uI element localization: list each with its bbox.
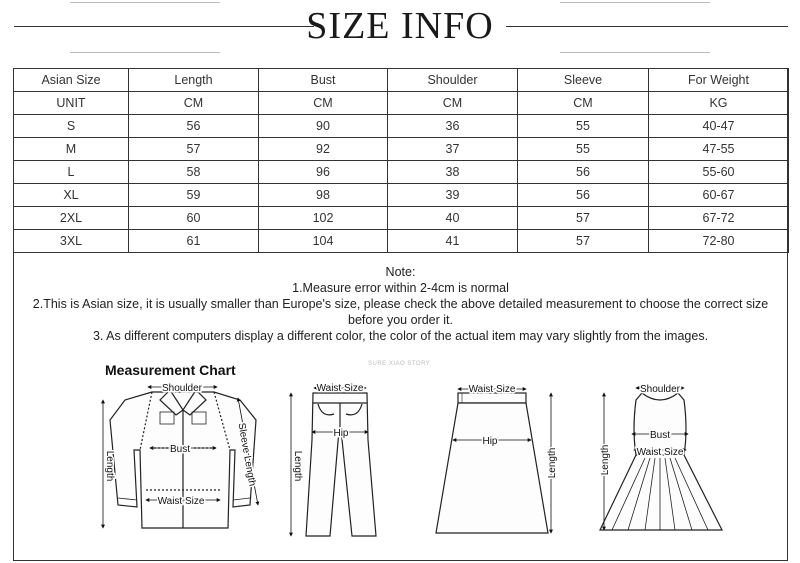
shirt-shoulder-label: Shoulder [161,383,203,394]
table-cell: 56 [518,161,649,184]
dress-bust-label: Bust [649,430,671,441]
table-cell: 3XL [14,230,129,253]
table-cell: 40 [388,207,518,230]
header-cell: Asian Size [14,69,129,92]
table-cell: XL [14,184,129,207]
table-cell: 72-80 [649,230,789,253]
skirt-length-label: Length [547,447,558,479]
skirt-waist-label: Waist Size [468,384,516,395]
table-cell: 36 [388,115,518,138]
dress-waist-label: Waist Size [636,447,684,458]
table-cell: 37 [388,138,518,161]
table-cell: 92 [259,138,388,161]
table-cell: L [14,161,129,184]
table-cell: 55 [518,138,649,161]
table-cell: M [14,138,129,161]
table-cell: 41 [388,230,518,253]
header-cell: Sleeve [518,69,649,92]
notes-heading: Note: [385,265,416,279]
note-line: before you order it. [348,313,453,327]
table-cell: 57 [129,138,259,161]
unit-cell: KG [649,92,789,115]
skirt-hip-label: Hip [482,436,498,447]
unit-cell: CM [388,92,518,115]
table-cell: 59 [129,184,259,207]
dress-length-label: Length [600,444,611,476]
dress-drawing [600,393,722,530]
note-line: 1.Measure error within 2-4cm is normal [292,281,509,295]
measurement-chart-title: Measurement Chart [105,362,236,378]
table-cell: 61 [129,230,259,253]
table-cell: 38 [388,161,518,184]
table-cell: 39 [388,184,518,207]
header-cell: Bust [259,69,388,92]
pants-drawing [306,393,376,536]
header-cell: Length [129,69,259,92]
table-cell: S [14,115,129,138]
table-cell: 55-60 [649,161,789,184]
table-cell: 96 [259,161,388,184]
table-cell: 104 [259,230,388,253]
table-cell: 98 [259,184,388,207]
page-title: SIZE INFO [306,5,494,47]
table-cell: 90 [259,115,388,138]
shirt-drawing [110,390,256,528]
table-cell: 47-55 [649,138,789,161]
pants-hip-label: Hip [333,428,349,439]
table-cell: 56 [129,115,259,138]
shirt-waist-label: Waist Size [157,496,205,507]
table-cell: 60 [129,207,259,230]
table-cell: 56 [518,184,649,207]
table-cell: 55 [518,115,649,138]
watermark: SURE XIAO STORY [368,361,431,367]
unit-cell: UNIT [14,92,129,115]
table-cell: 57 [518,207,649,230]
table-cell: 40-47 [649,115,789,138]
unit-cell: CM [259,92,388,115]
skirt-drawing [436,393,548,533]
header-cell: Shoulder [388,69,518,92]
table-cell: 67-72 [649,207,789,230]
dress-shoulder-label: Shoulder [639,384,681,395]
pants-length-label: Length [292,450,303,482]
table-cell: 2XL [14,207,129,230]
note-line: 2.This is Asian size, it is usually smaller than Europe's size, please check the above detailed measurement to choose the correct size [32,297,769,311]
table-cell: 60-67 [649,184,789,207]
note-line: 3. As different computers display a different color, the color of the actual item may vary slightly from the images. [92,329,709,343]
table-cell: 58 [129,161,259,184]
shirt-bust-label: Bust [169,444,191,455]
unit-cell: CM [129,92,259,115]
shirt-sleeve-label: Sleeve Length [235,422,258,488]
header-cell: For Weight [649,69,789,92]
pants-waist-label: Waist Size [316,383,364,394]
table-cell: 57 [518,230,649,253]
table-cell: 102 [259,207,388,230]
shirt-length-label: Length [104,450,115,482]
unit-cell: CM [518,92,649,115]
